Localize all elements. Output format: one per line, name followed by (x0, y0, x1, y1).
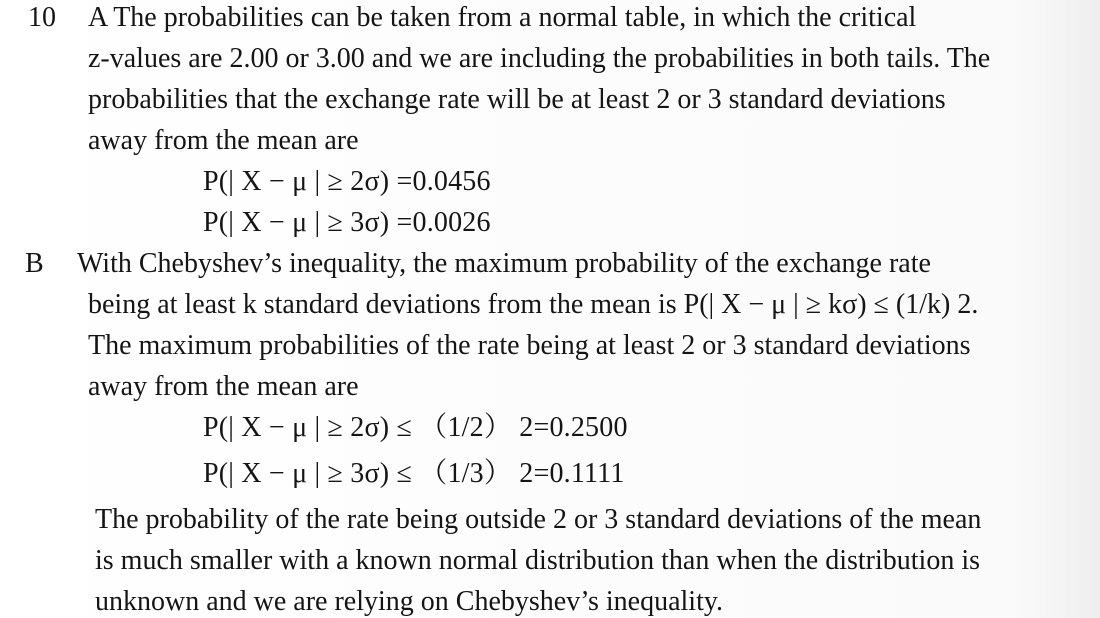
conclusion-line-2: is much smaller with a known normal distribution than when the distribution is (95, 545, 981, 576)
question-number: 10 (28, 2, 56, 33)
part-a-text-line-4: away from the mean are (88, 125, 359, 156)
part-a-line-1 (88, 3, 916, 33)
part-b-text-line-1: With Chebyshev’s inequality, the maximum probability of the exchange rate (77, 248, 931, 279)
part-a-text-line-3: probabilities that the exchange rate will be at least 2 or 3 standard deviations (88, 84, 946, 115)
part-a-text-line-2: z-values are 2.00 or 3.00 and we are including the probabilities in both tails. The (88, 43, 991, 74)
part-a-formula-1: P(| X − μ | ≥ 2σ) =0.0456 (203, 166, 491, 197)
conclusion-line-1: The probability of the rate being outside 2 or 3 standard deviations of the mean (95, 504, 982, 535)
part-b-text-line-3: The maximum probabilities of the rate being at least 2 or 3 standard deviations (88, 330, 971, 361)
part-b-text-line-2: being at least k standard deviations from the mean is P(| X − μ | ≥ kσ) ≤ (1/k) 2. (88, 289, 979, 320)
part-a-text-line-1: The probabilities can be taken from a normal table, in which the critical (113, 2, 917, 33)
part-a-label: A (88, 2, 107, 33)
part-a-formula-2: P(| X − μ | ≥ 3σ) =0.0026 (203, 207, 491, 238)
part-b-text-line-4: away from the mean are (88, 371, 359, 402)
conclusion-line-3: unknown and we are relying on Chebyshev’s inequality. (95, 586, 724, 617)
part-b-formula-1: P(| X − μ | ≥ 2σ) ≤ （1/2） 2=0.2500 (203, 412, 628, 443)
part-b-formula-2: P(| X − μ | ≥ 3σ) ≤ （1/3） 2=0.1111 (203, 458, 625, 489)
part-b-label: B (25, 248, 44, 279)
